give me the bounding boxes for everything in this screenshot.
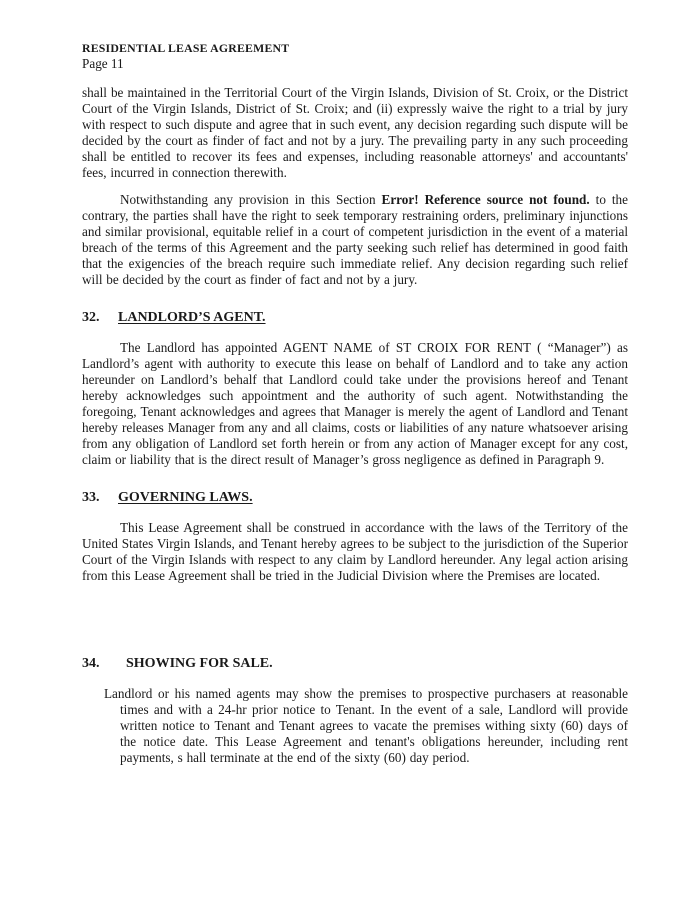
paragraph-jurisdiction-continuation: shall be maintained in the Territorial Court of the Virgin Islands, Division of St. Croix, or the District Court of the Virgin Islands, District of St. Croix; and (ii) expressly waive the right to a trial by jury with respect to such dispute and agree that in such event, any decision regarding such dispute will be decided by the court as finder of fact and not by a jury. The prevailing party in any such proceeding shall be entitled to recover its fees and expenses, including reasonable attorneys' and accountants' fees, incurred in connection therewith. (82, 85, 628, 180)
page-header (82, 41, 628, 72)
injunctive-relief-text-before: Notwithstanding any provision in this Section (120, 192, 382, 207)
injunctive-relief-text-after: to the contrary, the parties shall have the right to seek temporary restraining orders, preliminary injunctions and similar provisional, equitable relief in a court of competent jurisdiction in the event of a material breach of the terms of this Agreement and the party seeking such relief has determined in good faith that the exigencies of the breach require such immediate relief. Any decision regarding such relief will be decided by the court as finder of fact and not by a jury. (82, 192, 628, 287)
section-34-number: 34. (82, 656, 100, 671)
page-number: Page 11 (82, 56, 124, 71)
section-33-number: 33. (82, 490, 100, 505)
paragraph-injunctive-relief (82, 192, 628, 288)
section-33-heading (82, 489, 628, 507)
section-32-heading (82, 309, 628, 327)
section-34-body: Landlord or his named agents may show the premises to prospective purchasers at reasonable times and with a 24-hr prior notice to Tenant. In the event of a sale, Landlord will provide written notice to Tenant and Tenant agrees to vacate the premises withing sixty (60) days of the notice date. This Lease Agreement and tenant's obligations hereunder, including rent payments, s hall terminate at the end of the sixty (60) day period. (104, 686, 628, 765)
section-32-number: 32. (82, 310, 100, 325)
document-title: RESIDENTIAL LEASE AGREEMENT (82, 41, 290, 55)
error-reference-text: Error! Reference source not found. (381, 192, 590, 207)
section-34-heading (82, 655, 628, 673)
section-33-body: This Lease Agreement shall be construed in accordance with the laws of the Territory of the United States Virgin Islands, and Tenant hereby agrees to be subject to the jurisdiction of the Superior Court of the Virgin Islands with respect to any claim by Landlord hereunder. Any legal action arising from this Lease Agreement shall be tried in the Judicial Division where the Premises are located. (82, 520, 628, 583)
section-32-title: LANDLORD’S AGENT. (118, 310, 266, 325)
section-33-title: GOVERNING LAWS. (118, 490, 253, 505)
section-32-body: The Landlord has appointed AGENT NAME of ST CROIX FOR RENT ( “Manager”) as Landlord’s agent with authority to execute this lease on behalf of Landlord and to take any action hereunder on Landlord’s behalf that Landlord could take under the provisions hereof and Tenant hereby acknowledges such appointment and the authority of such agent. Notwithstanding the foregoing, Tenant acknowledges and agrees that Manager is merely the agent of Landlord and Tenant hereby releases Manager from any and all claims, costs or liabilities of any nature whatsoever arising from any obligation of Landlord set forth herein or from any action of Manager except for any cost, claim or liability that is the direct result of Manager’s gross negligence as defined in Paragraph 9. (82, 340, 628, 467)
section-34-title: SHOWING FOR SALE. (126, 656, 273, 671)
